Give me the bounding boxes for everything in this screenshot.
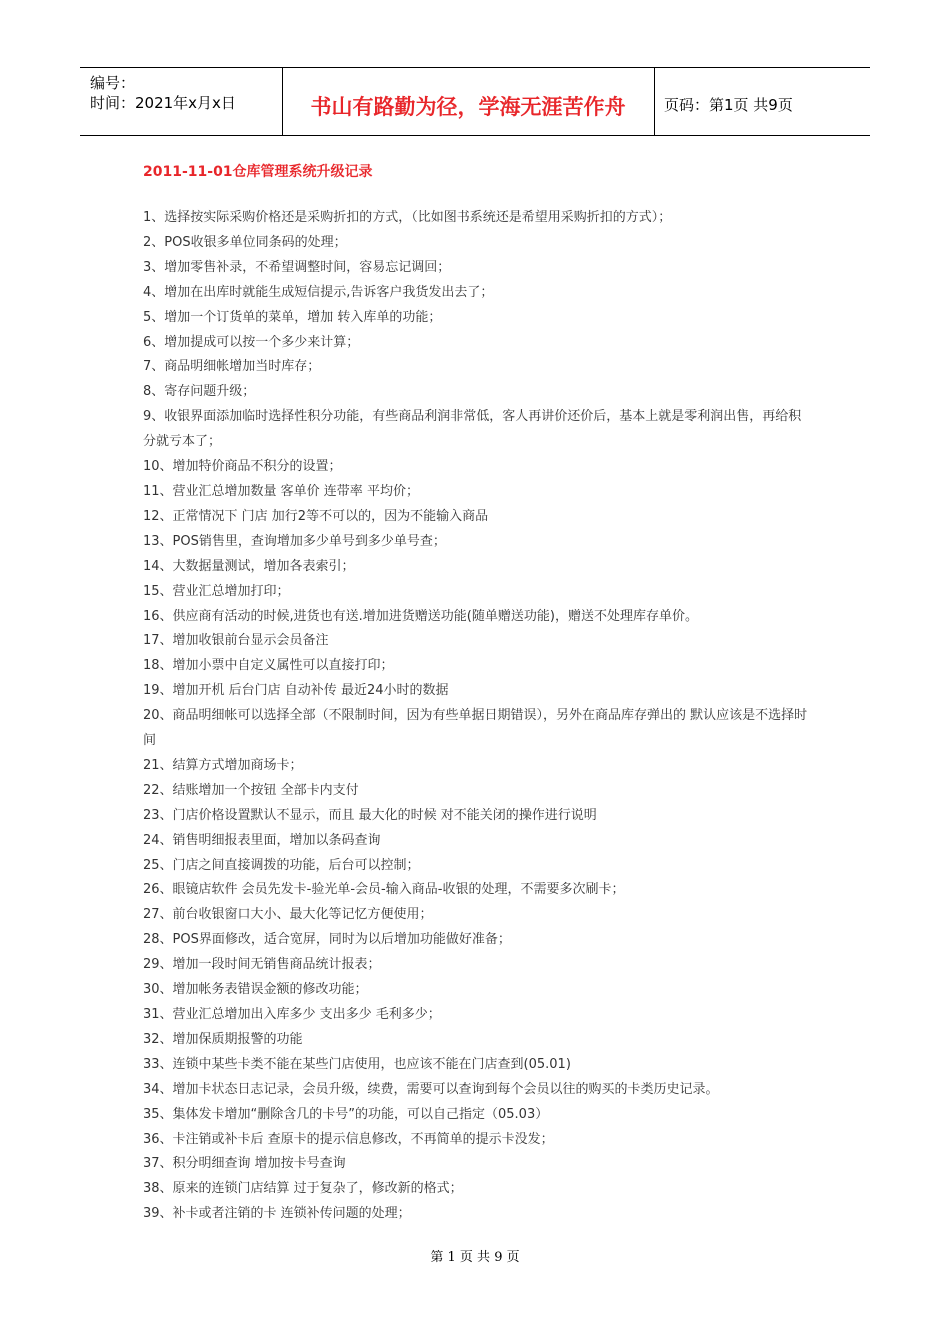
- header-meta-cell: [80, 68, 283, 135]
- list-item: 20、商品明细帐可以选择全部（不限制时间，因为有些单据日期错误），另外在商品库存弹出的 默认应该是不选择时间: [143, 708, 808, 749]
- list-item: 10、增加特价商品不积分的设置；: [143, 459, 342, 475]
- header-motto-cell: [282, 68, 655, 135]
- list-item: 2、POS收银多单位同条码的处理；: [143, 234, 347, 250]
- list-item: 35、集体发卡增加“删除含几的卡号”的功能，可以自己指定（05.03）: [143, 1106, 549, 1122]
- list-item: 32、增加保质期报警的功能: [143, 1031, 303, 1047]
- list-item: 27、前台收银窗口大小、最大化等记忆方便使用；: [143, 907, 433, 923]
- list-item: 15、营业汇总增加打印；: [143, 583, 290, 599]
- number-label: 编号：: [90, 74, 136, 92]
- page-footer: 第 1 页 共 9 页: [430, 1250, 520, 1265]
- list-item: 17、增加收银前台显示会员备注: [143, 633, 329, 649]
- header-page-cell: [654, 68, 870, 135]
- list-item: 31、营业汇总增加出入库多少 支出多少 毛利多少；: [143, 1007, 441, 1022]
- list-item: 6、增加提成可以按一个多少来计算；: [143, 334, 360, 350]
- list-item: 22、结账增加一个按钮 全部卡内支付: [143, 782, 359, 798]
- list-item: 28、POS界面修改，适合宽屏，同时为以后增加功能做好准备；: [143, 932, 511, 948]
- list-item: 13、POS销售里，查询增加多少单号到多少单号查；: [143, 533, 446, 549]
- page-header: [80, 67, 870, 136]
- list-item: 9、收银界面添加临时选择性积分功能，有些商品利润非常低，客人再讲价还价后，基本上就是零利润出售，再给积分就亏本了；: [143, 409, 802, 450]
- list-item: 38、原来的连锁门店结算 过于复杂了，修改新的格式；: [143, 1181, 463, 1197]
- list-item: 24、销售明细报表里面，增加以条码查询: [143, 832, 381, 848]
- list-item: 1、选择按实际采购价格还是采购折扣的方式，（比如图书系统还是希望用采购折扣的方式）；: [143, 210, 672, 225]
- list-item: 37、积分明细查询 增加按卡号查询: [143, 1156, 346, 1172]
- list-item: 30、增加帐务表错误金额的修改功能；: [143, 982, 368, 998]
- list-item: 23、门店价格设置默认不显示，而且 最大化的时候 对不能关闭的操作进行说明: [143, 807, 597, 823]
- list-item: 12、正常情况下 门店 加行2等不可以的，因为不能输入商品: [143, 508, 489, 524]
- motto-text: 书山有路勤为径，学海无涯苦作舟: [310, 95, 626, 119]
- list-item: 16、供应商有活动的时候,进货也有送.增加进货赠送功能(随单赠送功能)，赠送不处理库存单价。: [143, 608, 698, 624]
- list-item: 11、营业汇总增加数量 客单价 连带率 平均价；: [143, 483, 419, 499]
- list-item: 26、眼镜店软件 会员先发卡-验光单-会员-输入商品-收银的处理，不需要多次刷卡；: [143, 882, 625, 898]
- list-item: 19、增加开机 后台门店 自动补传 最近24小时的数据: [143, 683, 449, 699]
- list-item: 21、结算方式增加商场卡；: [143, 757, 303, 773]
- list-item: 3、增加零售补录，不希望调整时间，容易忘记调回；: [143, 259, 451, 275]
- list-item: 36、卡注销或补卡后 查原卡的提示信息修改，不再简单的提示卡没发；: [143, 1131, 554, 1147]
- list-item: 33、连锁中某些卡类不能在某些门店使用，也应该不能在门店查到(05.01): [143, 1056, 571, 1072]
- list-item: 29、增加一段时间无销售商品统计报表；: [143, 957, 381, 973]
- list-item: 39、补卡或者注销的卡 连锁补传问题的处理；: [143, 1206, 411, 1222]
- list-item: 25、门店之间直接调拨的功能，后台可以控制；: [143, 857, 420, 873]
- list-item: 14、大数据量测试，增加各表索引；: [143, 558, 355, 574]
- upgrade-item-list: [143, 206, 808, 1227]
- page-info: 页码：第1页 共9页: [664, 96, 793, 114]
- list-item: 7、商品明细帐增加当时库存；: [143, 359, 321, 375]
- list-item: 18、增加小票中自定义属性可以直接打印；: [143, 658, 394, 674]
- list-item: 8、寄存问题升级；: [143, 384, 256, 400]
- list-item: 34、增加卡状态日志记录，会员升级，续费，需要可以查询到每个会员以往的购买的卡类历史记录。: [143, 1081, 719, 1097]
- list-item: 5、增加一个订货单的菜单，增加 转入库单的功能；: [143, 309, 442, 325]
- list-item: 4、增加在出库时就能生成短信提示,告诉客户我货发出去了；: [143, 284, 494, 300]
- document-title: 2011-11-01仓库管理系统升级记录: [143, 164, 373, 180]
- time-label: 时间：2021年x月x日: [90, 94, 236, 112]
